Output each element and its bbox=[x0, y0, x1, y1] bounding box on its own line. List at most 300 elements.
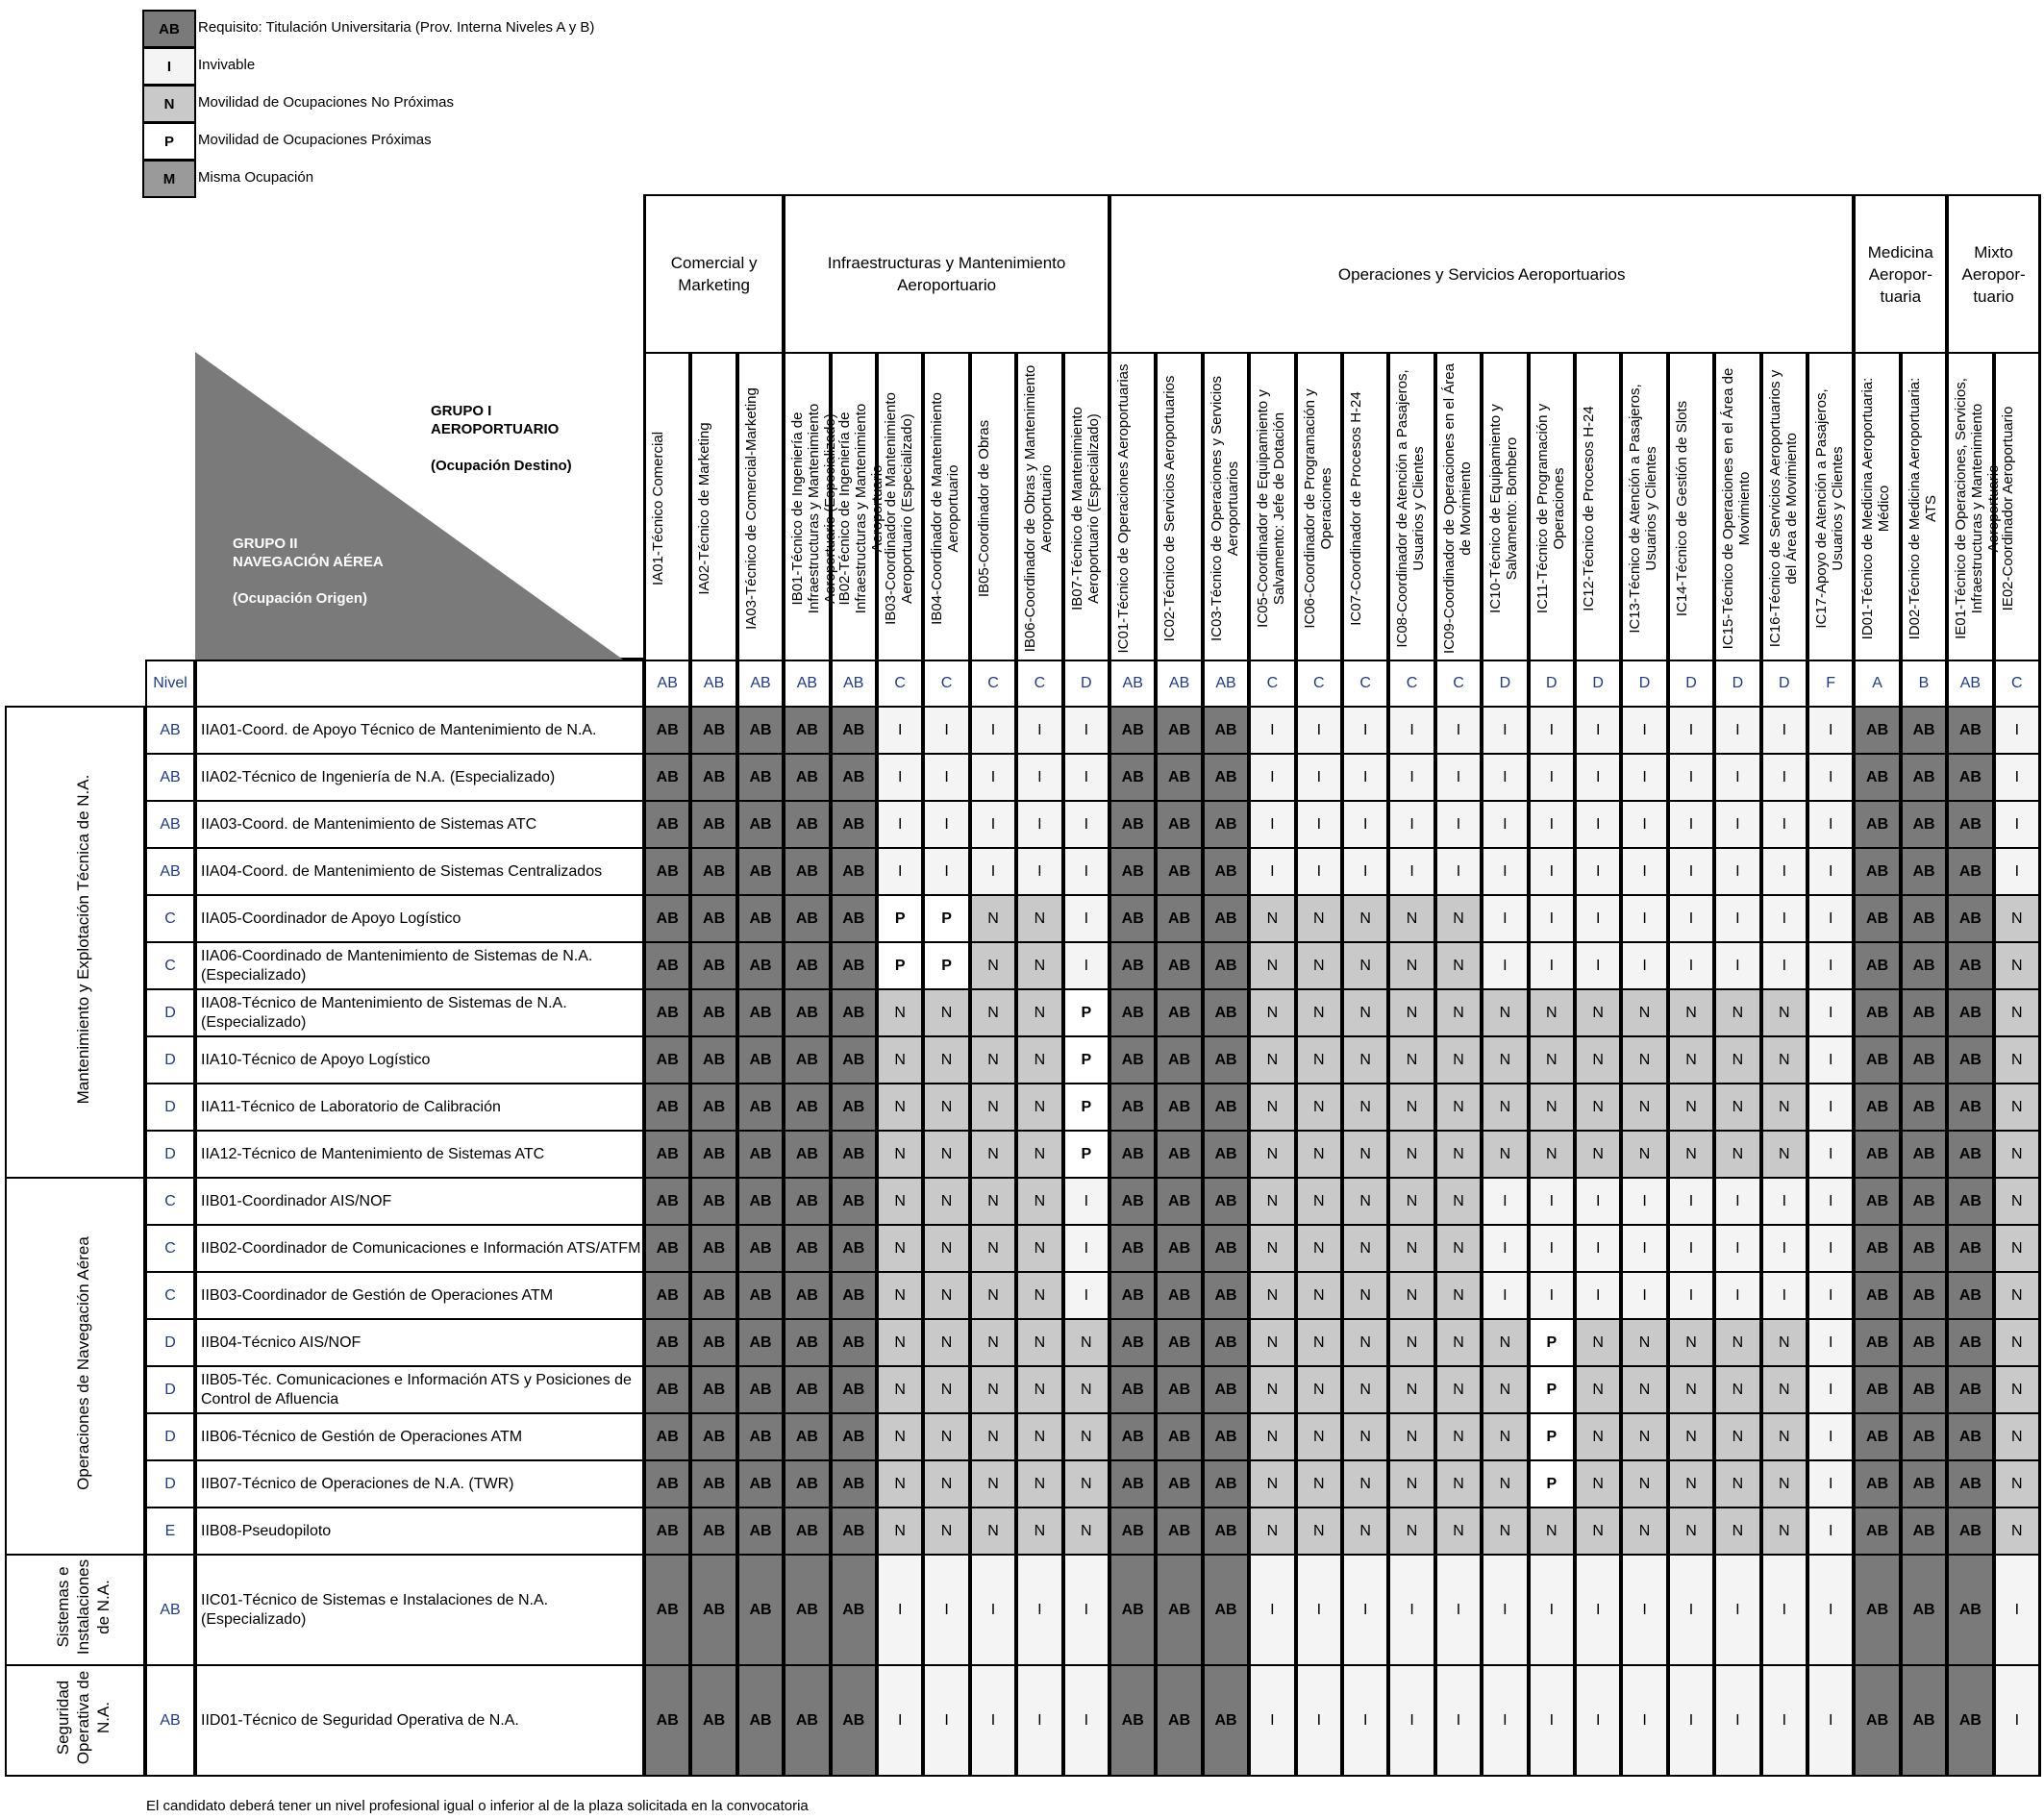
matrix-cell: I bbox=[1668, 941, 1714, 990]
matrix-cell: N bbox=[1575, 988, 1621, 1037]
matrix-cell: AB bbox=[737, 941, 784, 990]
matrix-cell: N bbox=[877, 1177, 923, 1226]
matrix-cell: N bbox=[1388, 1365, 1434, 1414]
matrix-cell: AB bbox=[737, 1177, 784, 1226]
header-triangle-shape bbox=[195, 352, 623, 660]
matrix-cell: N bbox=[1342, 1224, 1388, 1273]
matrix-cell: I bbox=[1388, 753, 1434, 802]
matrix-cell: N bbox=[1668, 1365, 1714, 1414]
matrix-cell: P bbox=[1063, 1083, 1109, 1132]
row-level: C bbox=[145, 941, 195, 990]
matrix-cell: I bbox=[1807, 1412, 1854, 1461]
matrix-cell: I bbox=[1807, 800, 1854, 849]
matrix-cell: P bbox=[923, 894, 969, 943]
row-level: C bbox=[145, 1224, 195, 1273]
matrix-cell: AB bbox=[644, 1554, 690, 1666]
matrix-cell: AB bbox=[831, 1224, 877, 1273]
matrix-cell: N bbox=[1994, 1130, 2040, 1179]
matrix-cell: I bbox=[1575, 847, 1621, 896]
matrix-cell: AB bbox=[690, 988, 736, 1037]
matrix-cell: I bbox=[1482, 1664, 1528, 1777]
matrix-cell: AB bbox=[1947, 894, 1993, 943]
matrix-cell: I bbox=[1575, 706, 1621, 755]
column-level: D bbox=[1621, 660, 1667, 708]
matrix-cell: N bbox=[1761, 988, 1807, 1037]
matrix-cell: P bbox=[877, 894, 923, 943]
matrix-cell: I bbox=[1016, 847, 1062, 896]
matrix-cell: I bbox=[1761, 1664, 1807, 1777]
matrix-cell: N bbox=[1296, 1224, 1342, 1273]
matrix-cell: N bbox=[1482, 1083, 1528, 1132]
matrix-cell: N bbox=[1296, 1177, 1342, 1226]
matrix-cell: N bbox=[1482, 1318, 1528, 1367]
matrix-cell: AB bbox=[1203, 800, 1249, 849]
matrix-cell: AB bbox=[644, 1177, 690, 1226]
column-header-label: IC09-Coordinador de Operaciones en el Área de Movimiento bbox=[1440, 363, 1474, 654]
column-header bbox=[1156, 352, 1202, 661]
matrix-cell: AB bbox=[644, 1271, 690, 1320]
matrix-cell: N bbox=[1994, 1507, 2040, 1556]
matrix-cell: P bbox=[1063, 988, 1109, 1037]
matrix-cell: AB bbox=[737, 1224, 784, 1273]
matrix-cell: N bbox=[1482, 1412, 1528, 1461]
column-level: AB bbox=[784, 660, 830, 708]
matrix-cell: N bbox=[1994, 1035, 2040, 1084]
matrix-cell: I bbox=[1342, 847, 1388, 896]
matrix-cell: N bbox=[1296, 941, 1342, 990]
matrix-cell: AB bbox=[1203, 1412, 1249, 1461]
matrix-cell: N bbox=[1435, 1365, 1482, 1414]
matrix-cell: AB bbox=[831, 847, 877, 896]
matrix-cell: N bbox=[877, 1271, 923, 1320]
matrix-cell: I bbox=[1621, 894, 1667, 943]
matrix-cell: I bbox=[877, 847, 923, 896]
matrix-cell: AB bbox=[737, 1459, 784, 1508]
row-group-label: Mantenimiento y Explotación Técnica de N.A. bbox=[73, 774, 92, 1105]
matrix-cell: I bbox=[1714, 706, 1760, 755]
matrix-cell: I bbox=[1761, 753, 1807, 802]
matrix-cell: N bbox=[1342, 1412, 1388, 1461]
matrix-cell: AB bbox=[784, 847, 830, 896]
matrix-cell: AB bbox=[690, 941, 736, 990]
matrix-cell: I bbox=[1807, 1459, 1854, 1508]
matrix-cell: I bbox=[1529, 1177, 1575, 1226]
matrix-cell: AB bbox=[1947, 1271, 1993, 1320]
matrix-cell: AB bbox=[784, 706, 830, 755]
group-separator bbox=[1946, 194, 1949, 1777]
matrix-cell: AB bbox=[1109, 1035, 1156, 1084]
matrix-cell: N bbox=[1296, 894, 1342, 943]
row-label: IIA02-Técnico de Ingeniería de N.A. (Especializado) bbox=[195, 753, 644, 802]
matrix-cell: N bbox=[923, 1318, 969, 1367]
matrix-cell: P bbox=[1529, 1459, 1575, 1508]
matrix-cell: N bbox=[1342, 1271, 1388, 1320]
matrix-cell: N bbox=[1575, 1130, 1621, 1179]
matrix-cell: I bbox=[1807, 1271, 1854, 1320]
matrix-cell: I bbox=[1342, 1554, 1388, 1666]
matrix-cell: AB bbox=[1901, 706, 1947, 755]
matrix-cell: AB bbox=[1901, 941, 1947, 990]
row-level: AB bbox=[145, 1664, 195, 1777]
matrix-cell: AB bbox=[690, 1554, 736, 1666]
nivel-blank bbox=[195, 660, 644, 708]
matrix-cell: I bbox=[1807, 1224, 1854, 1273]
matrix-cell: AB bbox=[1203, 1664, 1249, 1777]
matrix-cell: N bbox=[1761, 1412, 1807, 1461]
matrix-cell: AB bbox=[1854, 1554, 1900, 1666]
matrix-cell: N bbox=[923, 1130, 969, 1179]
matrix-cell: I bbox=[1575, 1664, 1621, 1777]
row-group-label: Sistemas e Instalaciones de N.A. bbox=[53, 1558, 112, 1656]
matrix-cell: I bbox=[1529, 894, 1575, 943]
column-header bbox=[1203, 352, 1249, 661]
matrix-cell: I bbox=[1249, 753, 1295, 802]
matrix-cell: AB bbox=[1203, 1507, 1249, 1556]
matrix-cell: AB bbox=[737, 706, 784, 755]
matrix-cell: I bbox=[1668, 1271, 1714, 1320]
matrix-cell: N bbox=[877, 988, 923, 1037]
matrix-cell: I bbox=[1063, 1554, 1109, 1666]
matrix-cell: N bbox=[1994, 1224, 2040, 1273]
matrix-cell: AB bbox=[737, 753, 784, 802]
matrix-cell: AB bbox=[1203, 1271, 1249, 1320]
column-level: D bbox=[1714, 660, 1760, 708]
column-level: AB bbox=[1203, 660, 1249, 708]
column-level: D bbox=[1668, 660, 1714, 708]
matrix-cell: I bbox=[1063, 847, 1109, 896]
matrix-cell: AB bbox=[1947, 1507, 1993, 1556]
column-level: AB bbox=[831, 660, 877, 708]
column-header-label: IC01-Técnico de Operaciones Aeroportuarias bbox=[1115, 363, 1132, 654]
matrix-cell: I bbox=[1249, 1554, 1295, 1666]
matrix-cell: I bbox=[1529, 800, 1575, 849]
matrix-cell: AB bbox=[784, 1083, 830, 1132]
matrix-cell: AB bbox=[1901, 988, 1947, 1037]
matrix-cell: N bbox=[1575, 1507, 1621, 1556]
matrix-cell: AB bbox=[644, 1083, 690, 1132]
column-header-label: IB05-Coordinador de Obras bbox=[975, 419, 992, 598]
matrix-cell: AB bbox=[1156, 1224, 1202, 1273]
matrix-cell: AB bbox=[1947, 988, 1993, 1037]
matrix-cell: N bbox=[1621, 988, 1667, 1037]
matrix-cell: AB bbox=[831, 753, 877, 802]
matrix-cell: I bbox=[1621, 1664, 1667, 1777]
matrix-cell: N bbox=[1668, 1507, 1714, 1556]
matrix-cell: N bbox=[1249, 1083, 1295, 1132]
matrix-cell: I bbox=[1807, 1035, 1854, 1084]
matrix-cell: P bbox=[1063, 1035, 1109, 1084]
matrix-cell: N bbox=[1621, 1412, 1667, 1461]
matrix-cell: I bbox=[1575, 1554, 1621, 1666]
matrix-cell: AB bbox=[1947, 753, 1993, 802]
row-label: IIB01-Coordinador AIS/NOF bbox=[195, 1177, 644, 1226]
matrix-cell: AB bbox=[784, 894, 830, 943]
matrix-cell: I bbox=[1575, 1224, 1621, 1273]
matrix-cell: N bbox=[1668, 1035, 1714, 1084]
matrix-cell: N bbox=[1249, 1130, 1295, 1179]
row-label: IIB03-Coordinador de Gestión de Operaciones ATM bbox=[195, 1271, 644, 1320]
matrix-cell: AB bbox=[644, 941, 690, 990]
matrix-cell: AB bbox=[831, 988, 877, 1037]
matrix-cell: N bbox=[1388, 1459, 1434, 1508]
matrix-cell: AB bbox=[1947, 941, 1993, 990]
matrix-cell: N bbox=[1342, 988, 1388, 1037]
row-level: C bbox=[145, 1271, 195, 1320]
matrix-cell: N bbox=[1249, 1365, 1295, 1414]
column-header bbox=[1575, 352, 1621, 661]
matrix-cell: AB bbox=[1854, 1130, 1900, 1179]
row-level: AB bbox=[145, 1554, 195, 1666]
matrix-cell: N bbox=[1529, 988, 1575, 1037]
matrix-cell: N bbox=[1761, 1318, 1807, 1367]
matrix-cell: N bbox=[923, 1035, 969, 1084]
matrix-cell: I bbox=[1296, 706, 1342, 755]
column-header-label: IC16-Técnico de Servicios Aeroportuarios y del Área de Movimiento bbox=[1766, 369, 1800, 648]
matrix-cell: I bbox=[1529, 753, 1575, 802]
matrix-cell: N bbox=[1529, 1130, 1575, 1179]
matrix-cell: AB bbox=[1947, 1318, 1993, 1367]
matrix-cell: AB bbox=[831, 706, 877, 755]
matrix-cell: AB bbox=[737, 1365, 784, 1414]
matrix-cell: N bbox=[923, 1459, 969, 1508]
matrix-cell: N bbox=[1249, 1318, 1295, 1367]
matrix-cell: AB bbox=[690, 1224, 736, 1273]
column-header bbox=[877, 352, 923, 661]
matrix-cell: I bbox=[1529, 847, 1575, 896]
matrix-cell: I bbox=[970, 847, 1016, 896]
matrix-cell: AB bbox=[1947, 1083, 1993, 1132]
matrix-cell: I bbox=[1761, 1177, 1807, 1226]
matrix-cell: N bbox=[1714, 1083, 1760, 1132]
matrix-cell: AB bbox=[1947, 1130, 1993, 1179]
matrix-cell: I bbox=[1994, 706, 2040, 755]
matrix-cell: AB bbox=[1854, 1083, 1900, 1132]
matrix-cell: AB bbox=[737, 1507, 784, 1556]
matrix-cell: N bbox=[923, 1177, 969, 1226]
matrix-cell: AB bbox=[831, 941, 877, 990]
matrix-cell: N bbox=[970, 1507, 1016, 1556]
matrix-cell: I bbox=[1714, 941, 1760, 990]
matrix-cell: I bbox=[1807, 1365, 1854, 1414]
matrix-cell: I bbox=[1714, 800, 1760, 849]
matrix-cell: N bbox=[1994, 988, 2040, 1037]
legend-swatch-p: P bbox=[142, 122, 196, 161]
matrix-cell: I bbox=[1714, 1177, 1760, 1226]
matrix-cell: AB bbox=[737, 1083, 784, 1132]
matrix-cell: AB bbox=[1901, 1035, 1947, 1084]
column-level: C bbox=[1249, 660, 1295, 708]
row-label: IIA06-Coordinado de Mantenimiento de Sistemas de N.A. (Especializado) bbox=[195, 941, 644, 990]
matrix-cell: AB bbox=[737, 1271, 784, 1320]
matrix-cell: AB bbox=[1854, 847, 1900, 896]
matrix-cell: N bbox=[1714, 1412, 1760, 1461]
column-level: AB bbox=[1947, 660, 1993, 708]
matrix-cell: N bbox=[970, 1412, 1016, 1461]
matrix-cell: AB bbox=[737, 800, 784, 849]
matrix-cell: I bbox=[1482, 1224, 1528, 1273]
matrix-cell: AB bbox=[1947, 800, 1993, 849]
matrix-cell: N bbox=[1063, 1318, 1109, 1367]
matrix-cell: I bbox=[1529, 1554, 1575, 1666]
matrix-cell: N bbox=[1016, 1130, 1062, 1179]
matrix-cell: N bbox=[1994, 1271, 2040, 1320]
matrix-cell: N bbox=[1435, 1224, 1482, 1273]
matrix-cell: I bbox=[1807, 941, 1854, 990]
column-header-label: IB06-Coordinador de Obras y Mantenimiento Aeroportuario bbox=[1022, 364, 1056, 653]
matrix-cell: I bbox=[1994, 1664, 2040, 1777]
matrix-cell: N bbox=[1575, 1318, 1621, 1367]
matrix-cell: P bbox=[1063, 1130, 1109, 1179]
matrix-cell: AB bbox=[1156, 1507, 1202, 1556]
matrix-cell: N bbox=[1714, 1365, 1760, 1414]
matrix-cell: N bbox=[1249, 1507, 1295, 1556]
matrix-cell: I bbox=[1807, 988, 1854, 1037]
column-header-label: IB04-Coordinador de Mantenimiento Aeroportuario bbox=[929, 392, 962, 625]
matrix-cell: I bbox=[1388, 1664, 1434, 1777]
matrix-cell: AB bbox=[1854, 1177, 1900, 1226]
column-header bbox=[1249, 352, 1295, 661]
column-header bbox=[1994, 352, 2040, 661]
matrix-cell: I bbox=[1529, 1271, 1575, 1320]
matrix-cell: AB bbox=[690, 1035, 736, 1084]
matrix-cell: I bbox=[1807, 1177, 1854, 1226]
matrix-cell: N bbox=[1621, 1365, 1667, 1414]
matrix-cell: AB bbox=[1901, 1177, 1947, 1226]
column-header-label: IB07-Técnico de Mantenimiento Aeroportuario (Especializado) bbox=[1068, 407, 1102, 610]
matrix-cell: I bbox=[1342, 706, 1388, 755]
matrix-cell: AB bbox=[1156, 894, 1202, 943]
matrix-cell: AB bbox=[1156, 1554, 1202, 1666]
column-group-header: Mixto Aeropor-tuario bbox=[1947, 194, 2040, 354]
matrix-cell: AB bbox=[644, 1507, 690, 1556]
matrix-cell: I bbox=[923, 1664, 969, 1777]
column-group-header: Comercial y Marketing bbox=[644, 194, 784, 354]
row-label: IIA04-Coord. de Mantenimiento de Sistemas Centralizados bbox=[195, 847, 644, 896]
matrix-cell: N bbox=[877, 1507, 923, 1556]
matrix-cell: N bbox=[1994, 1412, 2040, 1461]
matrix-cell: AB bbox=[737, 1318, 784, 1367]
column-header-label: IC15-Técnico de Operaciones en el Área de Movimiento bbox=[1720, 367, 1754, 650]
matrix-cell: AB bbox=[784, 988, 830, 1037]
matrix-cell: AB bbox=[831, 1177, 877, 1226]
matrix-cell: I bbox=[1063, 941, 1109, 990]
column-header-label: ID01-Técnico de Medicina Aeroportuaria: Médico bbox=[1859, 377, 1893, 640]
origen-sub: (Ocupación Origen) bbox=[233, 590, 368, 607]
matrix-cell: AB bbox=[1156, 753, 1202, 802]
matrix-cell: I bbox=[1668, 1554, 1714, 1666]
matrix-cell: N bbox=[1063, 1365, 1109, 1414]
destino-sub: (Ocupación Destino) bbox=[431, 458, 572, 474]
matrix-cell: N bbox=[1529, 1083, 1575, 1132]
matrix-cell: AB bbox=[1203, 1365, 1249, 1414]
row-level: AB bbox=[145, 800, 195, 849]
matrix-cell: AB bbox=[1203, 941, 1249, 990]
column-header-label: IC12-Técnico de Procesos H-24 bbox=[1581, 406, 1597, 611]
matrix-cell: I bbox=[1761, 706, 1807, 755]
matrix-cell: I bbox=[1575, 1271, 1621, 1320]
column-header bbox=[1947, 352, 2003, 661]
matrix-cell: AB bbox=[784, 941, 830, 990]
matrix-cell: I bbox=[1575, 1177, 1621, 1226]
matrix-cell: AB bbox=[690, 894, 736, 943]
matrix-cell: I bbox=[1994, 753, 2040, 802]
matrix-cell: AB bbox=[1109, 847, 1156, 896]
matrix-cell: I bbox=[1714, 894, 1760, 943]
matrix-cell: AB bbox=[1854, 1318, 1900, 1367]
matrix-cell: I bbox=[1761, 894, 1807, 943]
matrix-cell: N bbox=[1296, 1365, 1342, 1414]
column-header-label: IB01-Técnico de Ingeniería de Infraestructuras y Mantenimiento Aeroportuario (Especializado) bbox=[789, 403, 839, 614]
row-label: IID01-Técnico de Seguridad Operativa de N.A. bbox=[195, 1664, 644, 1777]
group-separator bbox=[2038, 194, 2041, 1777]
column-header-label: IC06-Coordinador de Programación y Operaciones bbox=[1301, 388, 1334, 629]
matrix-cell: AB bbox=[1203, 1177, 1249, 1226]
matrix-cell: N bbox=[923, 1507, 969, 1556]
matrix-cell: AB bbox=[690, 1083, 736, 1132]
matrix-cell: AB bbox=[644, 847, 690, 896]
matrix-cell: AB bbox=[1854, 706, 1900, 755]
matrix-cell: AB bbox=[1901, 1554, 1947, 1666]
legend-label: Invivable bbox=[198, 57, 256, 73]
matrix-cell: N bbox=[1249, 1271, 1295, 1320]
row-level: AB bbox=[145, 706, 195, 755]
column-header bbox=[1901, 352, 1947, 661]
matrix-cell: I bbox=[1621, 753, 1667, 802]
matrix-cell: P bbox=[1529, 1318, 1575, 1367]
matrix-cell: I bbox=[1296, 1664, 1342, 1777]
row-label: IIC01-Técnico de Sistemas e Instalaciones de N.A. (Especializado) bbox=[195, 1554, 644, 1666]
matrix-cell: N bbox=[877, 1083, 923, 1132]
column-header bbox=[831, 352, 885, 661]
matrix-cell: I bbox=[1529, 1664, 1575, 1777]
matrix-cell: AB bbox=[831, 800, 877, 849]
matrix-cell: I bbox=[923, 800, 969, 849]
matrix-cell: I bbox=[1063, 1664, 1109, 1777]
matrix-cell: N bbox=[877, 1224, 923, 1273]
matrix-cell: AB bbox=[1109, 753, 1156, 802]
matrix-cell: N bbox=[1249, 894, 1295, 943]
column-header-label: IC11-Técnico de Programación y Operaciones bbox=[1533, 403, 1567, 614]
matrix-cell: I bbox=[1668, 894, 1714, 943]
matrix-cell: I bbox=[1621, 1554, 1667, 1666]
row-level: D bbox=[145, 1365, 195, 1414]
matrix-cell: AB bbox=[1203, 1459, 1249, 1508]
matrix-cell: AB bbox=[784, 1554, 830, 1666]
legend-label: Movilidad de Ocupaciones No Próximas bbox=[198, 94, 454, 111]
matrix-cell: I bbox=[1807, 1507, 1854, 1556]
matrix-cell: I bbox=[1388, 1554, 1434, 1666]
matrix-cell: N bbox=[1714, 1035, 1760, 1084]
matrix-cell: AB bbox=[1854, 1459, 1900, 1508]
matrix-cell: I bbox=[1807, 1130, 1854, 1179]
matrix-cell: I bbox=[1249, 800, 1295, 849]
matrix-cell: N bbox=[1296, 1507, 1342, 1556]
matrix-cell: AB bbox=[1901, 1664, 1947, 1777]
matrix-cell: AB bbox=[831, 1318, 877, 1367]
matrix-cell: N bbox=[1388, 1177, 1434, 1226]
matrix-cell: I bbox=[1063, 1177, 1109, 1226]
row-level: D bbox=[145, 988, 195, 1037]
matrix-cell: I bbox=[1761, 941, 1807, 990]
matrix-cell: AB bbox=[1947, 847, 1993, 896]
column-header bbox=[1342, 352, 1388, 661]
matrix-cell: AB bbox=[1156, 800, 1202, 849]
row-level: D bbox=[145, 1130, 195, 1179]
matrix-cell: N bbox=[970, 1177, 1016, 1226]
matrix-cell: I bbox=[1063, 753, 1109, 802]
column-header bbox=[1714, 352, 1760, 661]
matrix-cell: I bbox=[1668, 1177, 1714, 1226]
